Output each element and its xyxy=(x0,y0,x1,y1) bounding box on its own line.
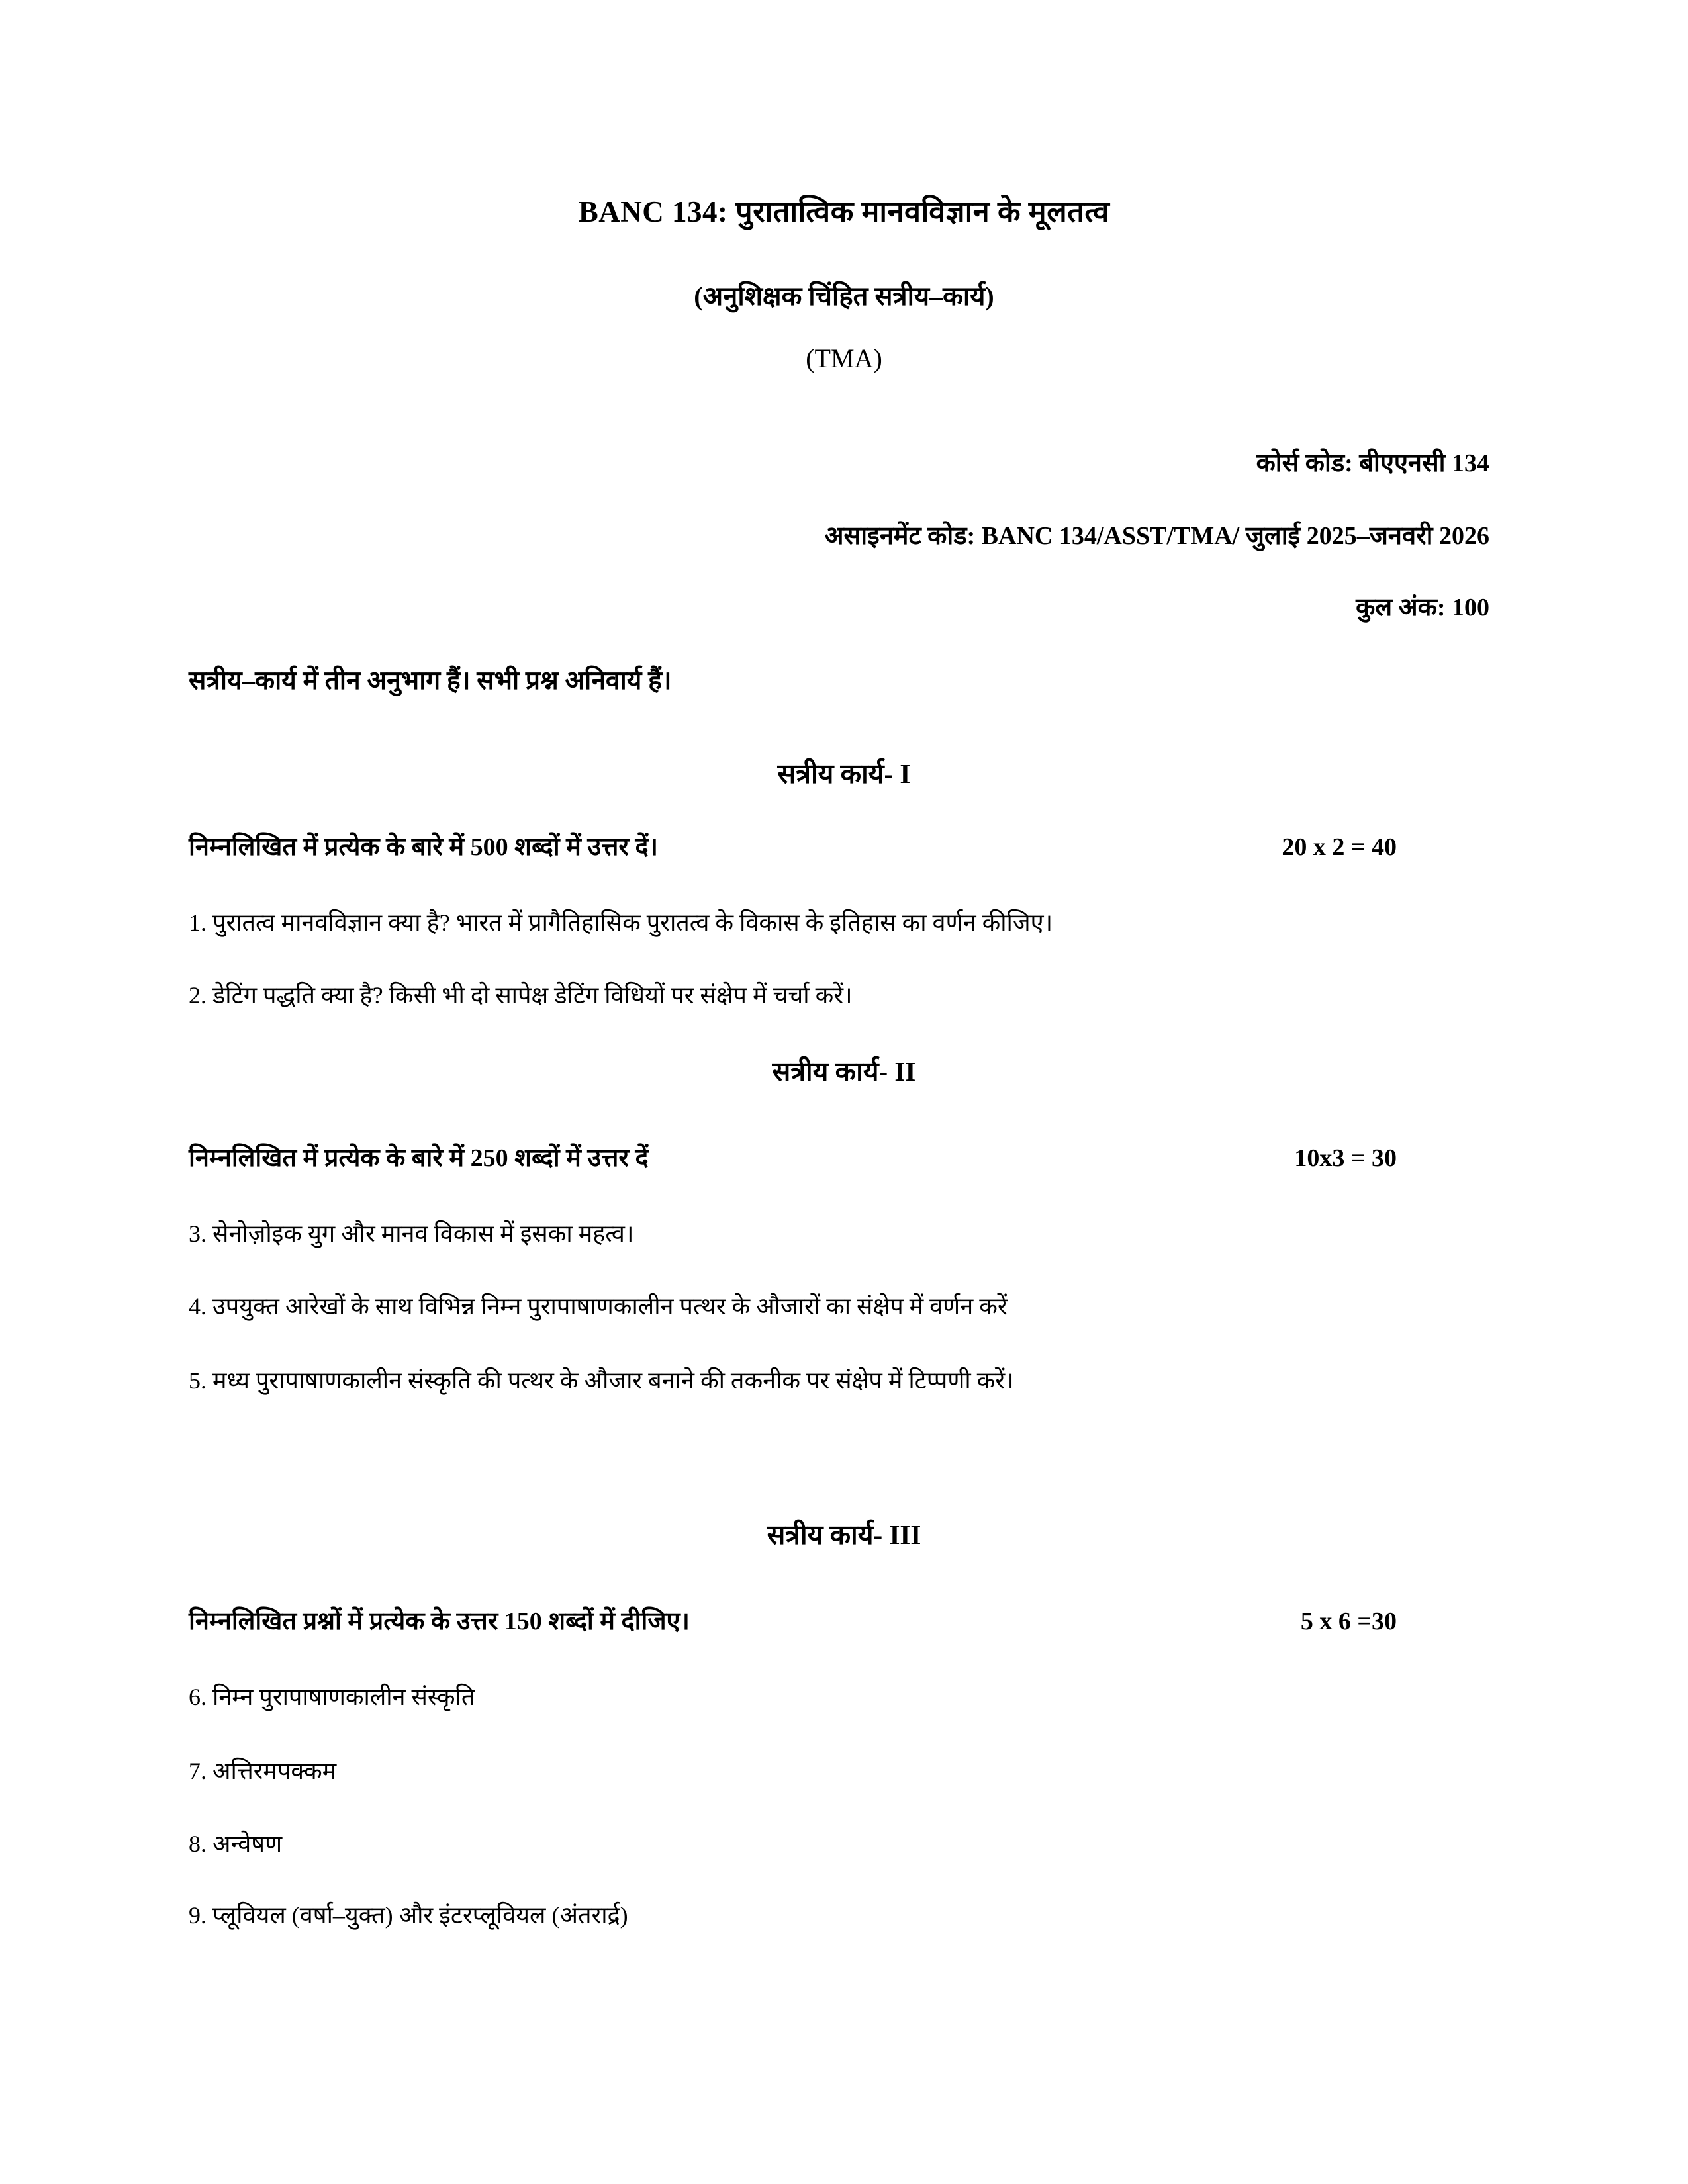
section-heading-2: सत्रीय कार्य- II xyxy=(772,1056,916,1087)
question-item: 1. पुरातत्व मानवविज्ञान क्या है? भारत में प्रागैतिहासिक पुरातत्व के विकास के इतिहास का वर्णन कीजिए। xyxy=(189,909,1053,936)
question-item: 4. उपयुक्त आरेखों के साथ विभिन्न निम्न पुरापाषाणकालीन पत्थर के औजारों का संक्षेप में वर्णन करें xyxy=(189,1293,1008,1320)
section-instruction-row-2 xyxy=(189,1140,1489,1174)
assignment-code: असाइनमेंट कोड: BANC 134/ASST/TMA/ जुलाई 2025–जनवरी 2026 xyxy=(824,522,1489,550)
section-instruction-2: निम्नलिखित में प्रत्येक के बारे में 250 शब्दों में उत्तर दें xyxy=(189,1144,649,1172)
course-code: कोर्स कोड: बीएएनसी 134 xyxy=(1256,449,1489,477)
section-instruction-row-3 xyxy=(189,1603,1489,1637)
section-instruction-row-1 xyxy=(189,829,1489,863)
tma-label: (TMA) xyxy=(806,343,882,373)
page-title: BANC 134: पुरातात्विक मानवविज्ञान के मूलतत्व xyxy=(578,195,1110,228)
question-item: 3. सेनोज़ोइक युग और मानव विकास में इसका महत्व। xyxy=(189,1220,634,1247)
section-marks-2: 10x3 = 30 xyxy=(1294,1144,1397,1172)
section-instruction-3: निम्नलिखित प्रश्नों में प्रत्येक के उत्तर 150 शब्दों में दीजिए। xyxy=(189,1608,690,1635)
section-instruction-1: निम्नलिखित में प्रत्येक के बारे में 500 शब्दों में उत्तर दें। xyxy=(189,833,659,861)
question-item: 7. अत्तिरमपक्कम xyxy=(189,1758,337,1784)
section-marks-3: 5 x 6 =30 xyxy=(1300,1608,1397,1635)
page-subtitle: (अनुशिक्षक चिंहित सत्रीय–कार्य) xyxy=(694,281,994,311)
section-heading-1: सत्रीय कार्य- I xyxy=(777,758,911,789)
section-marks-1: 20 x 2 = 40 xyxy=(1282,833,1397,861)
question-item: 6. निम्न पुरापाषाणकालीन संस्कृति xyxy=(189,1684,475,1710)
question-item: 2. डेटिंग पद्धति क्या है? किसी भी दो सापेक्ष डेटिंग विधियों पर संक्षेप में चर्चा करें। xyxy=(189,982,853,1009)
question-item: 5. मध्य पुरापाषाणकालीन संस्कृति की पत्थर के औजार बनाने की तकनीक पर संक्षेप में टिप्पणी करें। xyxy=(189,1367,1014,1394)
section-heading-3: सत्रीय कार्य- III xyxy=(767,1520,921,1550)
question-item: 9. प्लूवियल (वर्षा–युक्त) और इंटरप्लूवियल (अंतरार्द्र) xyxy=(189,1902,628,1929)
total-marks: कुल अंक: 100 xyxy=(1356,594,1489,621)
question-item: 8. अन्वेषण xyxy=(189,1831,283,1857)
global-instruction: सत्रीय–कार्य में तीन अनुभाग हैं। सभी प्रश्न अनिवार्य हैं। xyxy=(189,666,672,695)
